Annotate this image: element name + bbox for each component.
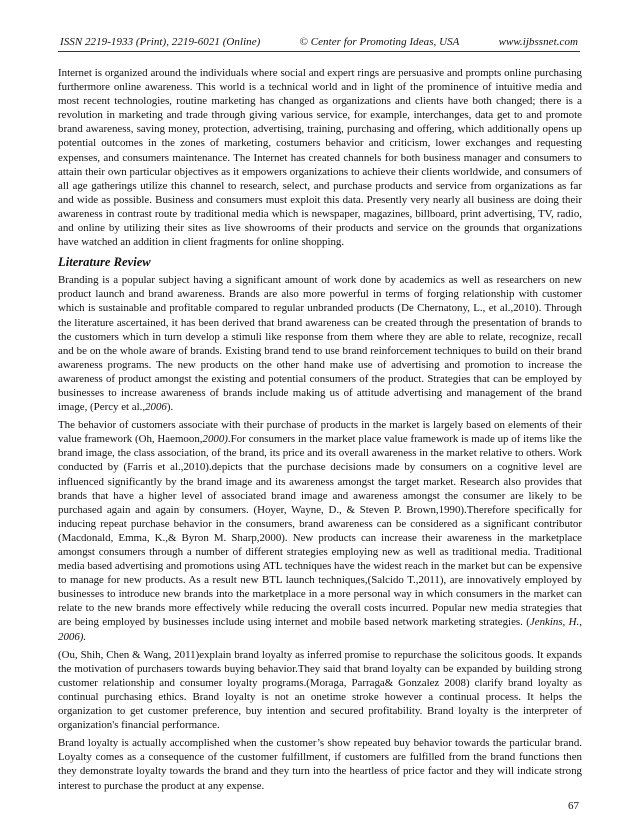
running-header [60,36,578,48]
literature-paragraph-3: (Ou, Shih, Chen & Wang, 2011)explain brand loyalty as inferred promise to repurchase the solicitous goods. It expands the motivation of purchasers towards buying behavior.They said that brand loyalty can be expanded by building strong customer relationship and consumer loyalty programs.(Moraga, Parraga& Gonzalez 2008) clarify brand loyalty as continual purchasing ethics. Brand loyalty is not an onetime stroke however a continual process. It helps the organization to get customer preference, buy intention and secured profitability. Brand loyalty is the interpreter of organization's financial performance. [58,648,582,732]
literature-paragraph-4: Brand loyalty is actually accomplished when the customer’s show repeated buy behavior towards the particular brand. Loyalty comes as a consequence of the customer fulfillment, if customers are fulfilled from the brand functions then they demonstrate loyalty towards the brand and they turn into the heartless of price factor and they will indicate strong interest to purchase the product at any expense. [58,737,582,792]
lr2-text-a: The behavior of customers associate with their purchase of products in the market is largely based on elements of their value framework (Oh, Haemoon, [58,419,582,446]
lr1-text: Branding is a popular subject having a significant amount of work done by academics as well as researchers on new product launch and brand awareness. Brands are also more powerful in terms of forging relationship with customer which is sustainable and profitable compared to regular unbranded products (De Chernatony, L., et al.,2010). Through the literature ascertained, it has been derived that brand awareness can be created through the presentation of brands to the customers which in turn develop a stimuli like response from them where they are able to relate, recognize, recall and be on the whole aware of brands. Existing brand tend to use brand reinforcement techniques to build on their brand awareness programs. The new products on the other hand make use of advertising and promotion to increase the awareness of product amongst the existing and potential consumers of the product. Strategies that can be employed by businesses to increase awareness of brands include making us of attitude advertising and management of the brand image, (Percy et al., [58,274,582,414]
header-website: www.ijbssnet.com [498,36,578,48]
literature-paragraph-1 [58,273,582,414]
intro-paragraph: Internet is organized around the individuals where social and expert rings are persuasive and prompts online purchasing furthermore online awareness. This world is a technical world and in light of the prominence of intuitive media and most recent technologies, routine marketing has changed as organizations and clients have both changed; there is a revolution in marketing and trade through giving various service, for example, interchanges, data get to and promote brand awareness, saving money, protection, advertising, training, purchasing and offering, which additionally opens up potential outcomes in the zones of marketing, costumers behavior and criticism, lower exchanges and requesting expenses, and consumers maintenance. The Internet has created channels for both business manager and consumers to attain their own particular objectives as it empowers organizations to achieve their clients worldwide, and consumers of all age gatherings utilize this channel to research, select, and purchase products and service from organizations as far and wide as possible. Business and consumers must exploit this data. Presently very nearly all business are doing their awareness in contrast route by traditional media which is newspaper, magazines, billboard, print advertising, TV, radio, and online by utilizing their sites as live showrooms of their products and service on the grounds that organizations have watched an addition in client fragments for online shopping. [58,67,582,249]
lr1-citation: 2006 [145,401,167,414]
page-number: 67 [568,800,579,812]
section-heading-literature-review: Literature Review [58,255,151,270]
header-rule [58,51,580,52]
lr2-text-b: .For consumers in the market place value framework is made up of items like the brand image, the class association, of the brand, its price and its overall awareness in the market relative to others. Work conducted by (Farris et al.,2010).depicts that the purchase decisions made by consumers on a cognitive level are influenced significantly by the brand image and its awareness amongst the target market. Research also provides that brands that have a higher level of associated brand image and awareness amongst the consumer are likely to be purchased again and again by consumers. (Hoyer, Wayne, D., & Steven P. Brown,1990).Therefore specifically for inducing repeat purchase behavior in the consumers, brand awareness can be considered as a significant contributor (Macdonald, Emma, K.,& Byron M. Sharp,2000). New products can increase their awareness in the marketplace amongst consumers through a number of different strategies employing new as well as traditional media. Traditional media based advertising and promotions using ATL techniques have the widest reach in the market but can be expensive to manage for new products. As a result new BTL launch techniques,(Salcido T.,2011), are innovatively employed by businesses to introduce new brands into the marketplace in a more personal way in which consumers in the market can relate to the new brands more effectively while reducing the overall costs incurred. Popular new media strategies that are being employed by businesses include using internet and mobile based network marketing strategies. ( [58,433,583,629]
article-body [58,66,582,799]
lr2-citation: 2000) [202,433,228,446]
lr1-end: ). [166,401,174,414]
literature-paragraph-2 [58,418,582,644]
lr2-citation-2: Jenkins, H., 2006). [58,616,582,643]
header-center: © Center for Promoting Ideas, USA [299,36,460,48]
header-issn: ISSN 2219-1933 (Print), 2219-6021 (Online) [60,36,261,48]
